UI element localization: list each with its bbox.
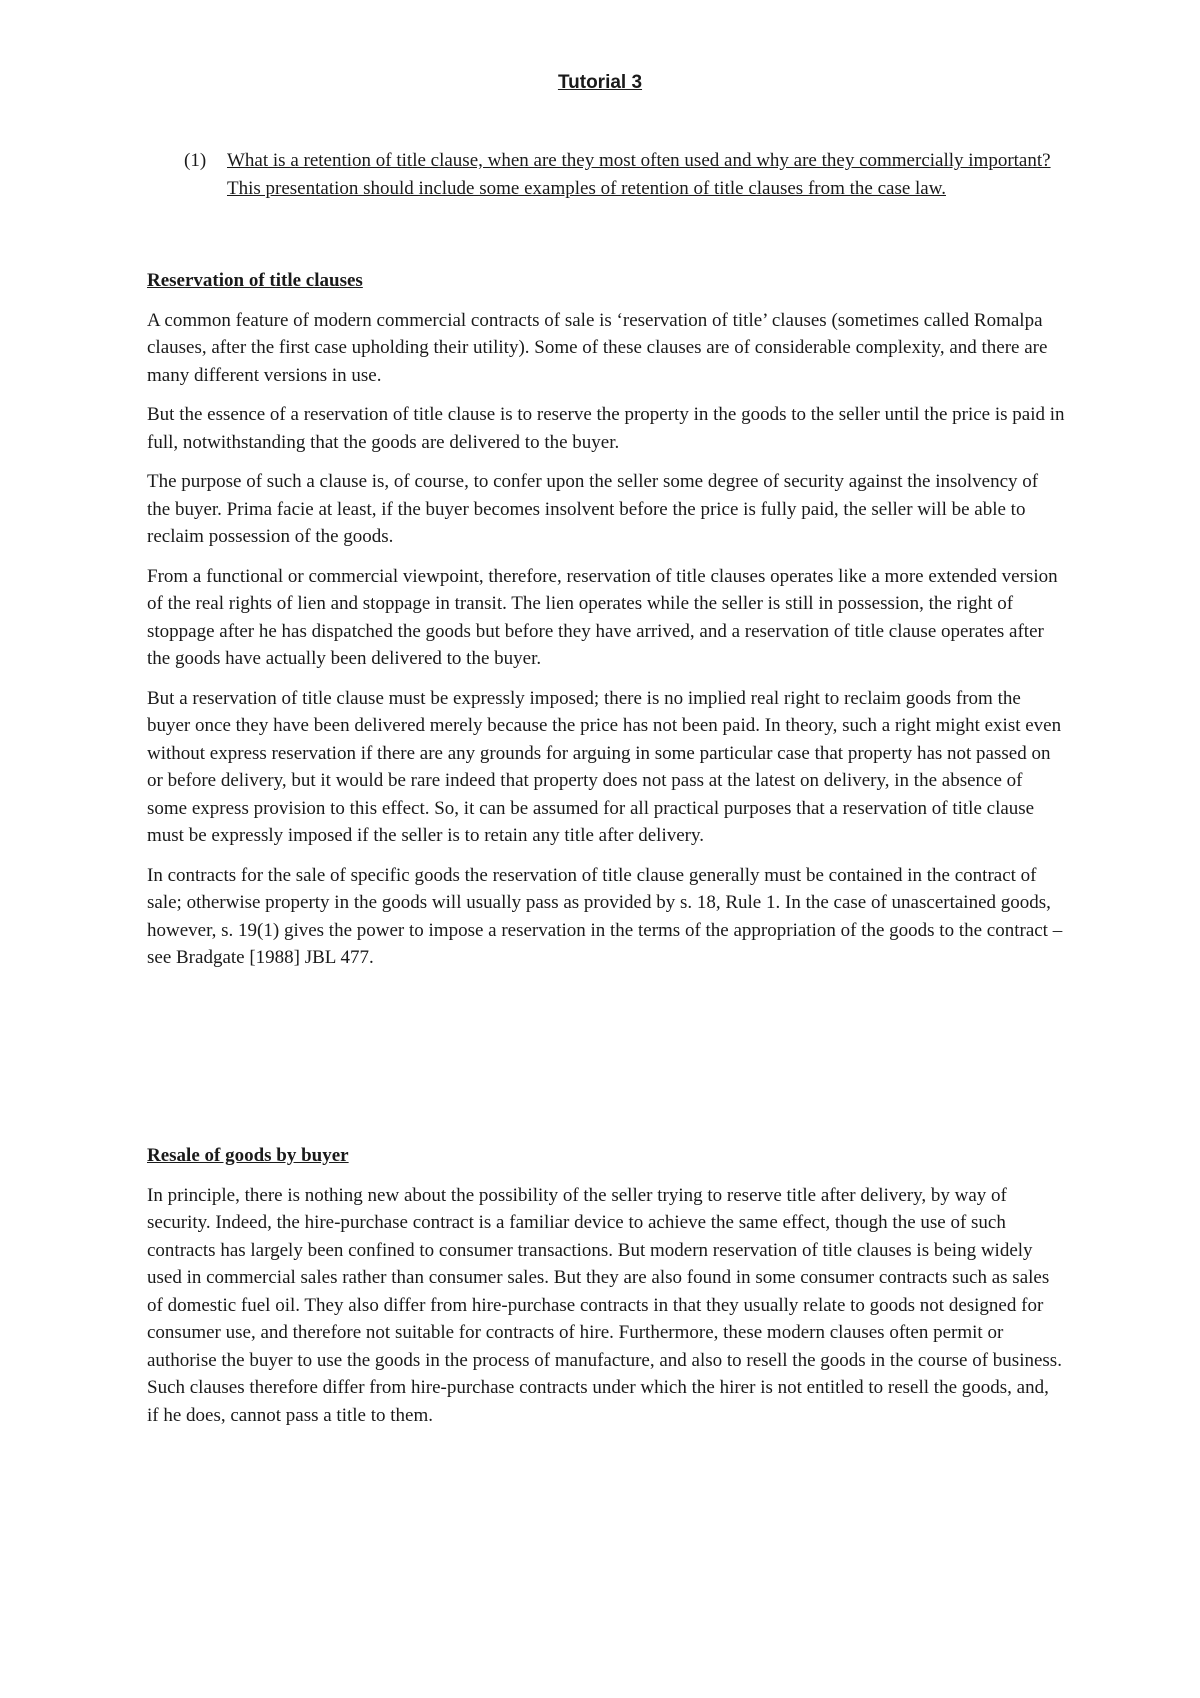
paragraph: In contracts for the sale of specific goods the reservation of title clause generally must be contained in the contract of sale; otherwise property in the goods will usually pass as provided by s. 18, Rule 1. In the case of unascertained goods, however, s. 19(1) gives the power to impose a reservation in the terms of the appropriation of the goods to the contract – see Bradgate [1988] JBL 477. bbox=[147, 864, 1063, 968]
paragraph: But the essence of a reservation of title clause is to reserve the property in the goods to the seller until the price is paid in full, notwithstanding that the goods are delivered to the buyer. bbox=[147, 404, 1065, 453]
paragraph: The purpose of such a clause is, of course, to confer upon the seller some degree of security against the insolvency of the buyer. Prima facie at least, if the buyer becomes insolvent before the price is fully paid, the seller will be able to reclaim possession of the goods. bbox=[147, 471, 1039, 547]
section-heading: Resale of goods by buyer bbox=[147, 1145, 349, 1166]
question-number: (1) bbox=[184, 150, 207, 171]
section-reservation-of-title bbox=[147, 267, 1065, 984]
section-heading: Reservation of title clauses bbox=[147, 270, 363, 291]
paragraph: But a reservation of title clause must be expressly imposed; there is no implied real right to reclaim goods from the buyer once they have been delivered merely because the price has not been paid. In theory, such a right might exist even without express reservation if there are any grounds for arguing in some particular case that property has not passed on or before delivery, but it would be rare indeed that property does not pass at the latest on delivery, in the absence of some express provision to this effect. So, it can be assumed for all practical purposes that a reservation of title clause must be expressly imposed if the seller is to retain any title after delivery. bbox=[147, 687, 1062, 846]
section-resale-of-goods bbox=[147, 1142, 1065, 1441]
document-title: Tutorial 3 bbox=[557, 72, 643, 93]
paragraph: In principle, there is nothing new about the possibility of the seller trying to reserve title after delivery, by way of security. Indeed, the hire-purchase contract is a familiar device to achieve the same effect, though the use of such contracts has largely been confined to consumer transactions. But modern reservation of title clauses is being widely used in commercial sales rather than consumer sales. But they are also found in some consumer contracts such as sales of domestic fuel oil. They also differ from hire-purchase contracts in that they usually relate to goods not designed for consumer use, and therefore not suitable for contracts of hire. Furthermore, these modern clauses often permit or authorise the buyer to use the goods in the process of manufacture, and also to resell the goods in the course of business. Such clauses therefore differ from hire-purchase contracts under which the hirer is not entitled to resell the goods, and, if he does, cannot pass a title to them. bbox=[147, 1184, 1062, 1426]
question-text: What is a retention of title clause, when are they most often used and why are they commercially important? This presentation should include some examples of retention of title clauses from the case law. bbox=[227, 150, 1051, 199]
paragraph: A common feature of modern commercial contracts of sale is ‘reservation of title’ clauses (sometimes called Romalpa clauses, after the first case upholding their utility). Some of these clauses are of considerable complexity, and there are many different versions in use. bbox=[147, 309, 1048, 386]
tutorial-question bbox=[184, 147, 1064, 202]
paragraph: From a functional or commercial viewpoint, therefore, reservation of title clauses operates like a more extended version of the real rights of lien and stoppage in transit. The lien operates while the seller is still in possession, the right of stoppage after he has dispatched the goods but before they have arrived, and a reservation of title clause operates after the goods have actually been delivered to the buyer. bbox=[147, 565, 1058, 669]
